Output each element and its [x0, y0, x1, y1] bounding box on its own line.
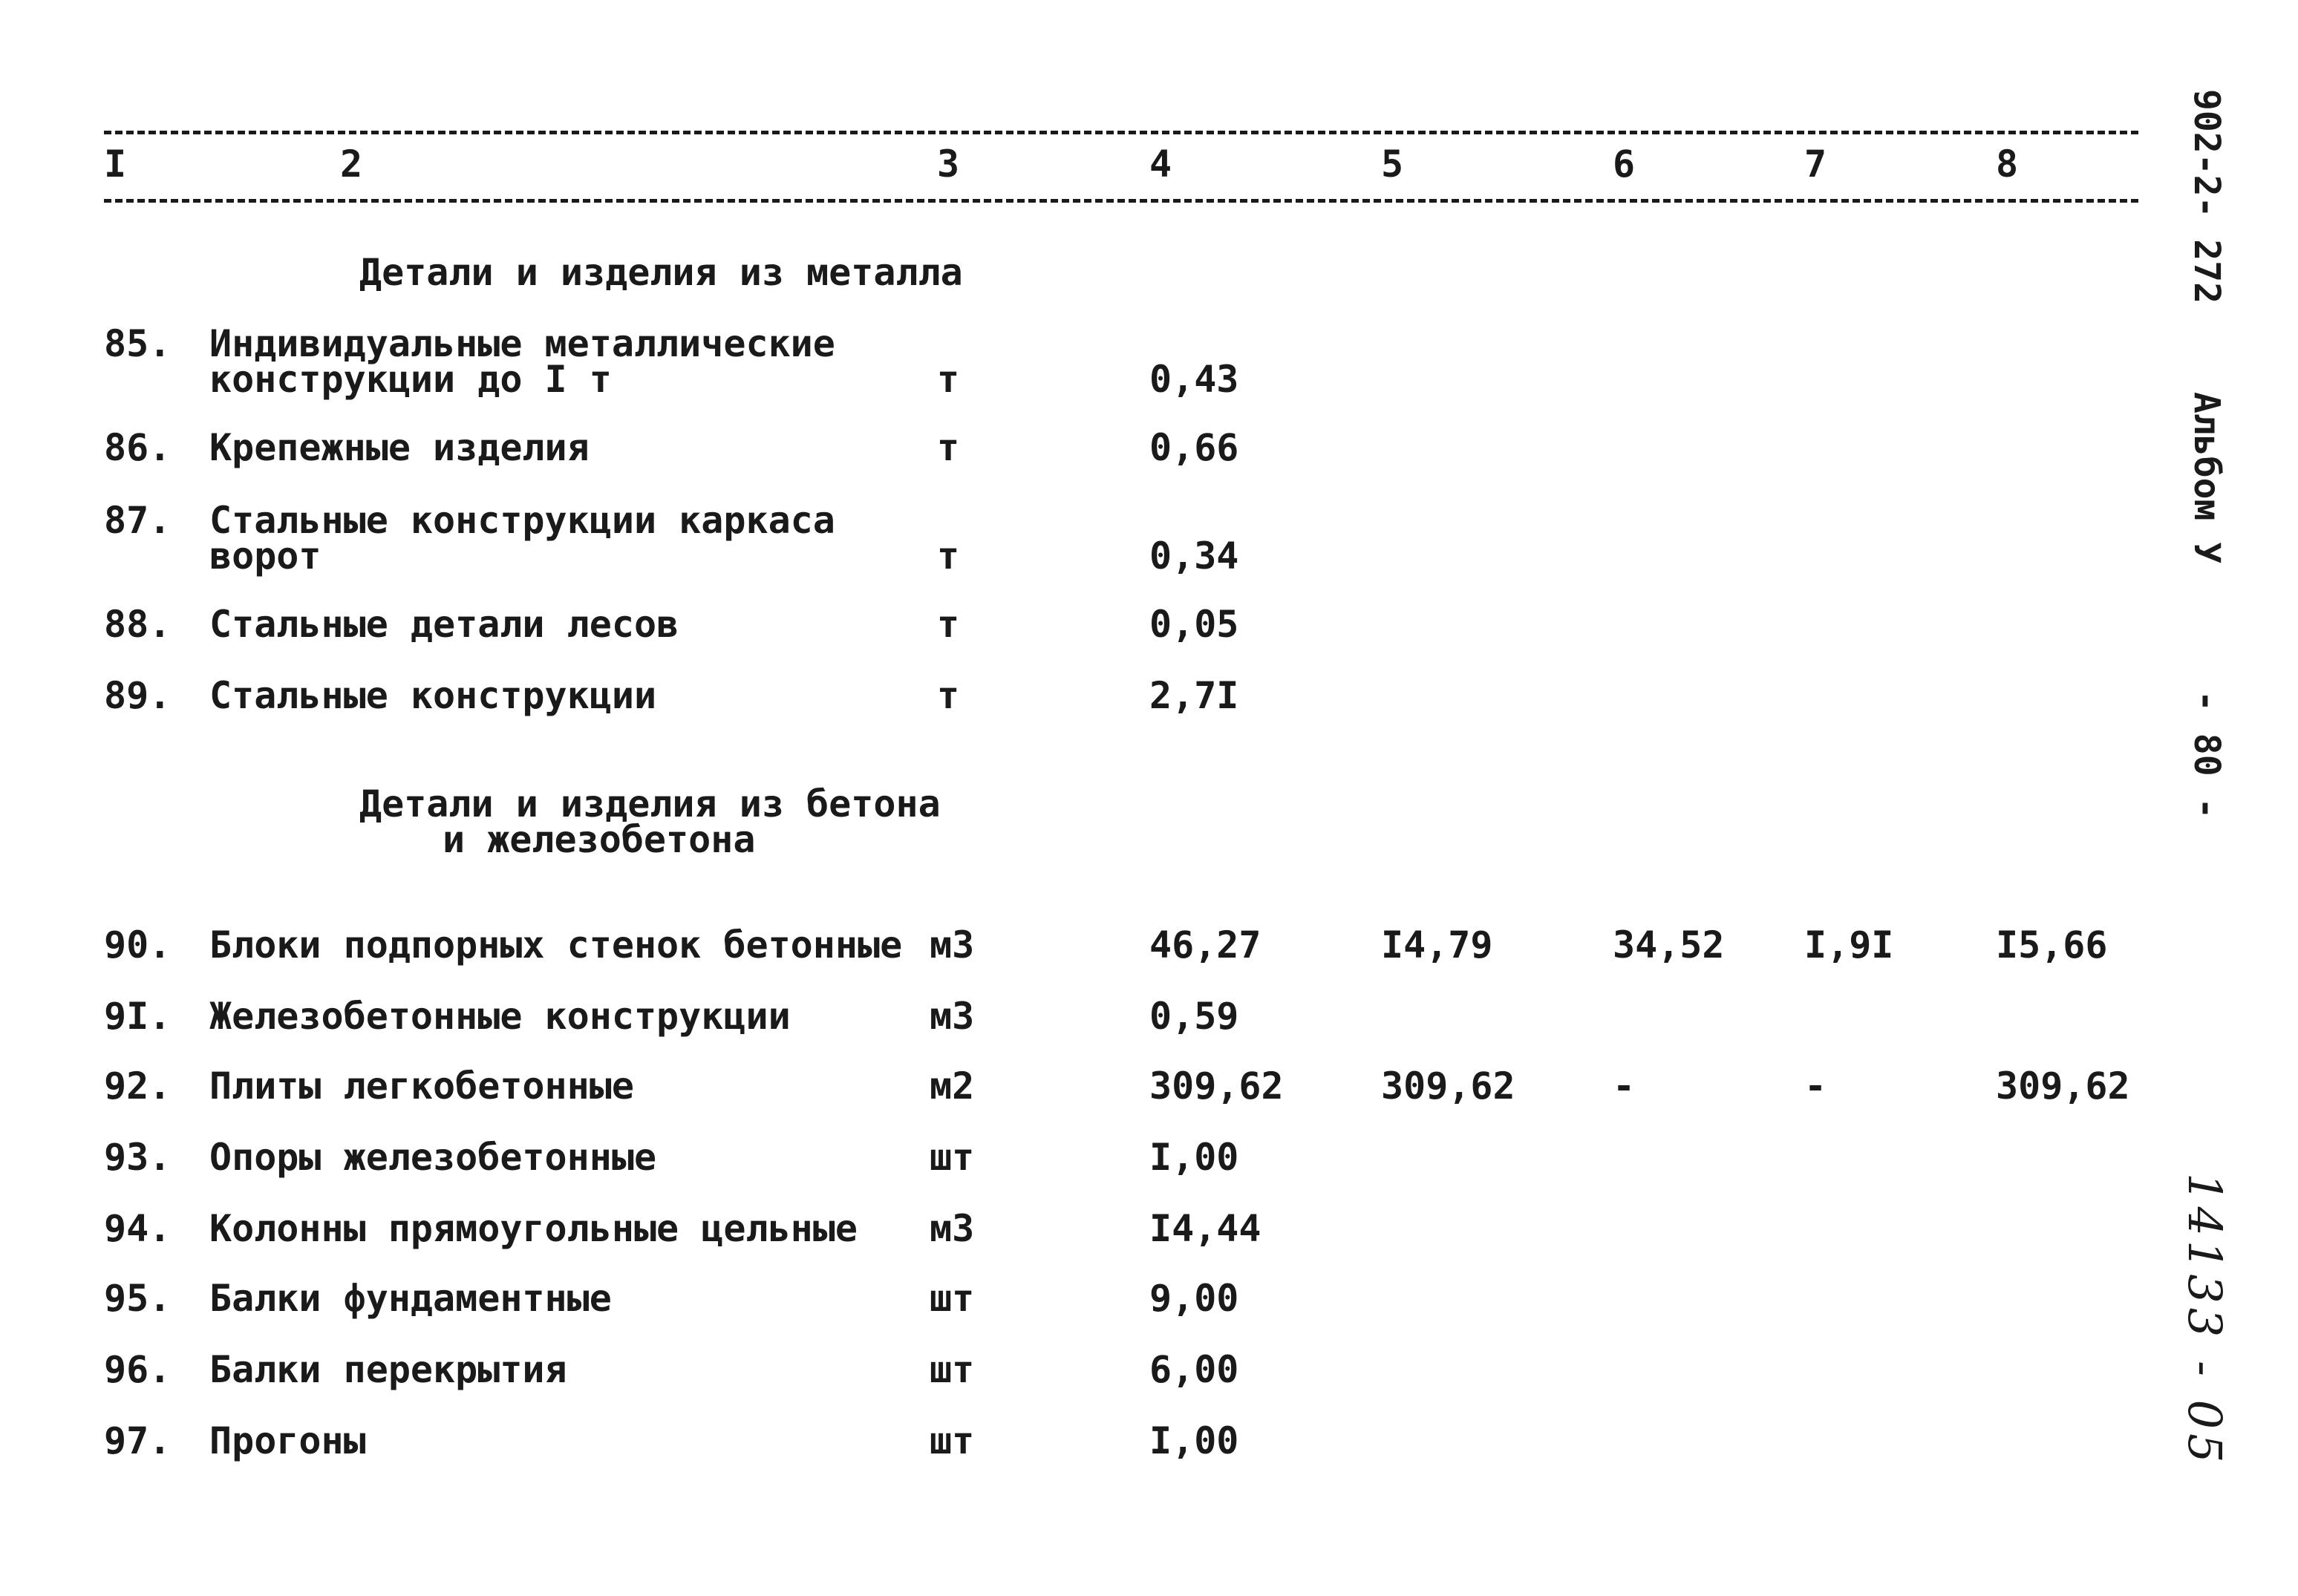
table-row-continuation: [0, 358, 2298, 401]
row-unit: шт: [930, 1419, 975, 1462]
row-col6: -: [1613, 1064, 1636, 1108]
row-col4: 0,43: [1149, 358, 1239, 401]
table-row: [0, 1207, 2298, 1250]
table-row: [0, 603, 2298, 646]
row-unit: т: [937, 674, 960, 717]
row-col4: 46,27: [1149, 923, 1261, 967]
table-row: [0, 1419, 2298, 1462]
table-row: [0, 1348, 2298, 1391]
col-header-2: 2: [340, 143, 363, 186]
row-col5: I4,79: [1381, 923, 1493, 967]
row-col4: I,00: [1149, 1419, 1239, 1462]
side-album: Альбом У: [2186, 392, 2227, 564]
col-header-6: 6: [1613, 143, 1636, 186]
row-number: 97.: [104, 1419, 172, 1462]
row-col4: 0,05: [1149, 603, 1239, 646]
row-number: 88.: [104, 603, 172, 646]
row-number: 89.: [104, 674, 172, 717]
row-number: 9I.: [104, 995, 172, 1038]
table-row: [0, 426, 2298, 469]
table-row-continuation: [0, 534, 2298, 578]
row-name: Стальные конструкции каркаса: [209, 499, 835, 542]
row-unit: т: [937, 603, 960, 646]
row-number: 85.: [104, 322, 172, 365]
row-col4: 0,34: [1149, 534, 1239, 578]
row-name: Блоки подпорных стенок бетонные: [209, 923, 903, 967]
side-doc-number: 902-2- 272: [2186, 89, 2227, 304]
row-number: 92.: [104, 1064, 172, 1108]
row-name: Колонны прямоугольные цельные: [209, 1207, 858, 1250]
table-row: [0, 923, 2298, 967]
row-unit: м3: [930, 923, 975, 967]
row-name-cont: ворот: [209, 534, 321, 578]
col-header-7: 7: [1804, 143, 1827, 186]
table-row: [0, 674, 2298, 717]
row-name: Стальные конструкции: [209, 674, 657, 717]
section-heading-concrete-line2: и железобетона: [443, 818, 756, 861]
row-unit: м3: [930, 995, 975, 1038]
header-bottom-rule: [104, 199, 2138, 203]
row-name: Стальные детали лесов: [209, 603, 679, 646]
row-col6: 34,52: [1613, 923, 1725, 967]
section-heading-metal: Детали и изделия из металла: [359, 251, 963, 294]
row-col4: I4,44: [1149, 1207, 1261, 1250]
row-name: Прогоны: [209, 1419, 366, 1462]
handwritten-inventory-number: 14133 - 05: [2178, 1173, 2232, 1468]
table-row: [0, 1064, 2298, 1108]
row-col8: I5,66: [1996, 923, 2108, 967]
row-name: Индивидуальные металлические: [209, 322, 835, 365]
row-name: Крепежные изделия: [209, 426, 590, 469]
row-number: 90.: [104, 923, 172, 967]
row-unit: м2: [930, 1064, 975, 1108]
row-unit: т: [937, 426, 960, 469]
row-number: 93.: [104, 1136, 172, 1179]
table-row: [0, 995, 2298, 1038]
row-col4: 0,66: [1149, 426, 1239, 469]
row-name: Балки перекрытия: [209, 1348, 567, 1391]
row-number: 86.: [104, 426, 172, 469]
row-number: 96.: [104, 1348, 172, 1391]
row-col7: I,9I: [1804, 923, 1894, 967]
row-col4: 309,62: [1149, 1064, 1284, 1108]
row-unit: м3: [930, 1207, 975, 1250]
row-name: Балки фундаментные: [209, 1277, 612, 1320]
row-number: 94.: [104, 1207, 172, 1250]
row-col4: 0,59: [1149, 995, 1239, 1038]
row-unit: т: [937, 534, 960, 578]
row-unit: т: [937, 358, 960, 401]
row-number: 95.: [104, 1277, 172, 1320]
section-heading-concrete: Детали и изделия из бетона: [359, 782, 941, 825]
table-row: [0, 322, 2298, 365]
col-header-4: 4: [1149, 143, 1172, 186]
side-page-number: - 80 -: [2186, 690, 2227, 820]
table-row: [0, 1136, 2298, 1179]
row-col8: 309,62: [1996, 1064, 2130, 1108]
row-col4: 9,00: [1149, 1277, 1239, 1320]
row-unit: шт: [930, 1277, 975, 1320]
row-name-cont: конструкции до I т: [209, 358, 612, 401]
row-col7: -: [1804, 1064, 1827, 1108]
col-header-8: 8: [1996, 143, 2019, 186]
row-col4: I,00: [1149, 1136, 1239, 1179]
row-unit: шт: [930, 1136, 975, 1179]
table-row: [0, 499, 2298, 542]
row-name: Опоры железобетонные: [209, 1136, 657, 1179]
col-header-3: 3: [937, 143, 960, 186]
row-unit: шт: [930, 1348, 975, 1391]
row-name: Плиты легкобетонные: [209, 1064, 634, 1108]
col-header-1: I: [104, 143, 127, 186]
row-col5: 309,62: [1381, 1064, 1515, 1108]
row-col4: 6,00: [1149, 1348, 1239, 1391]
col-header-5: 5: [1381, 143, 1404, 186]
table-row: [0, 1277, 2298, 1320]
row-name: Железобетонные конструкции: [209, 995, 791, 1038]
row-col4: 2,7I: [1149, 674, 1239, 717]
header-top-rule: [104, 131, 2138, 134]
row-number: 87.: [104, 499, 172, 542]
